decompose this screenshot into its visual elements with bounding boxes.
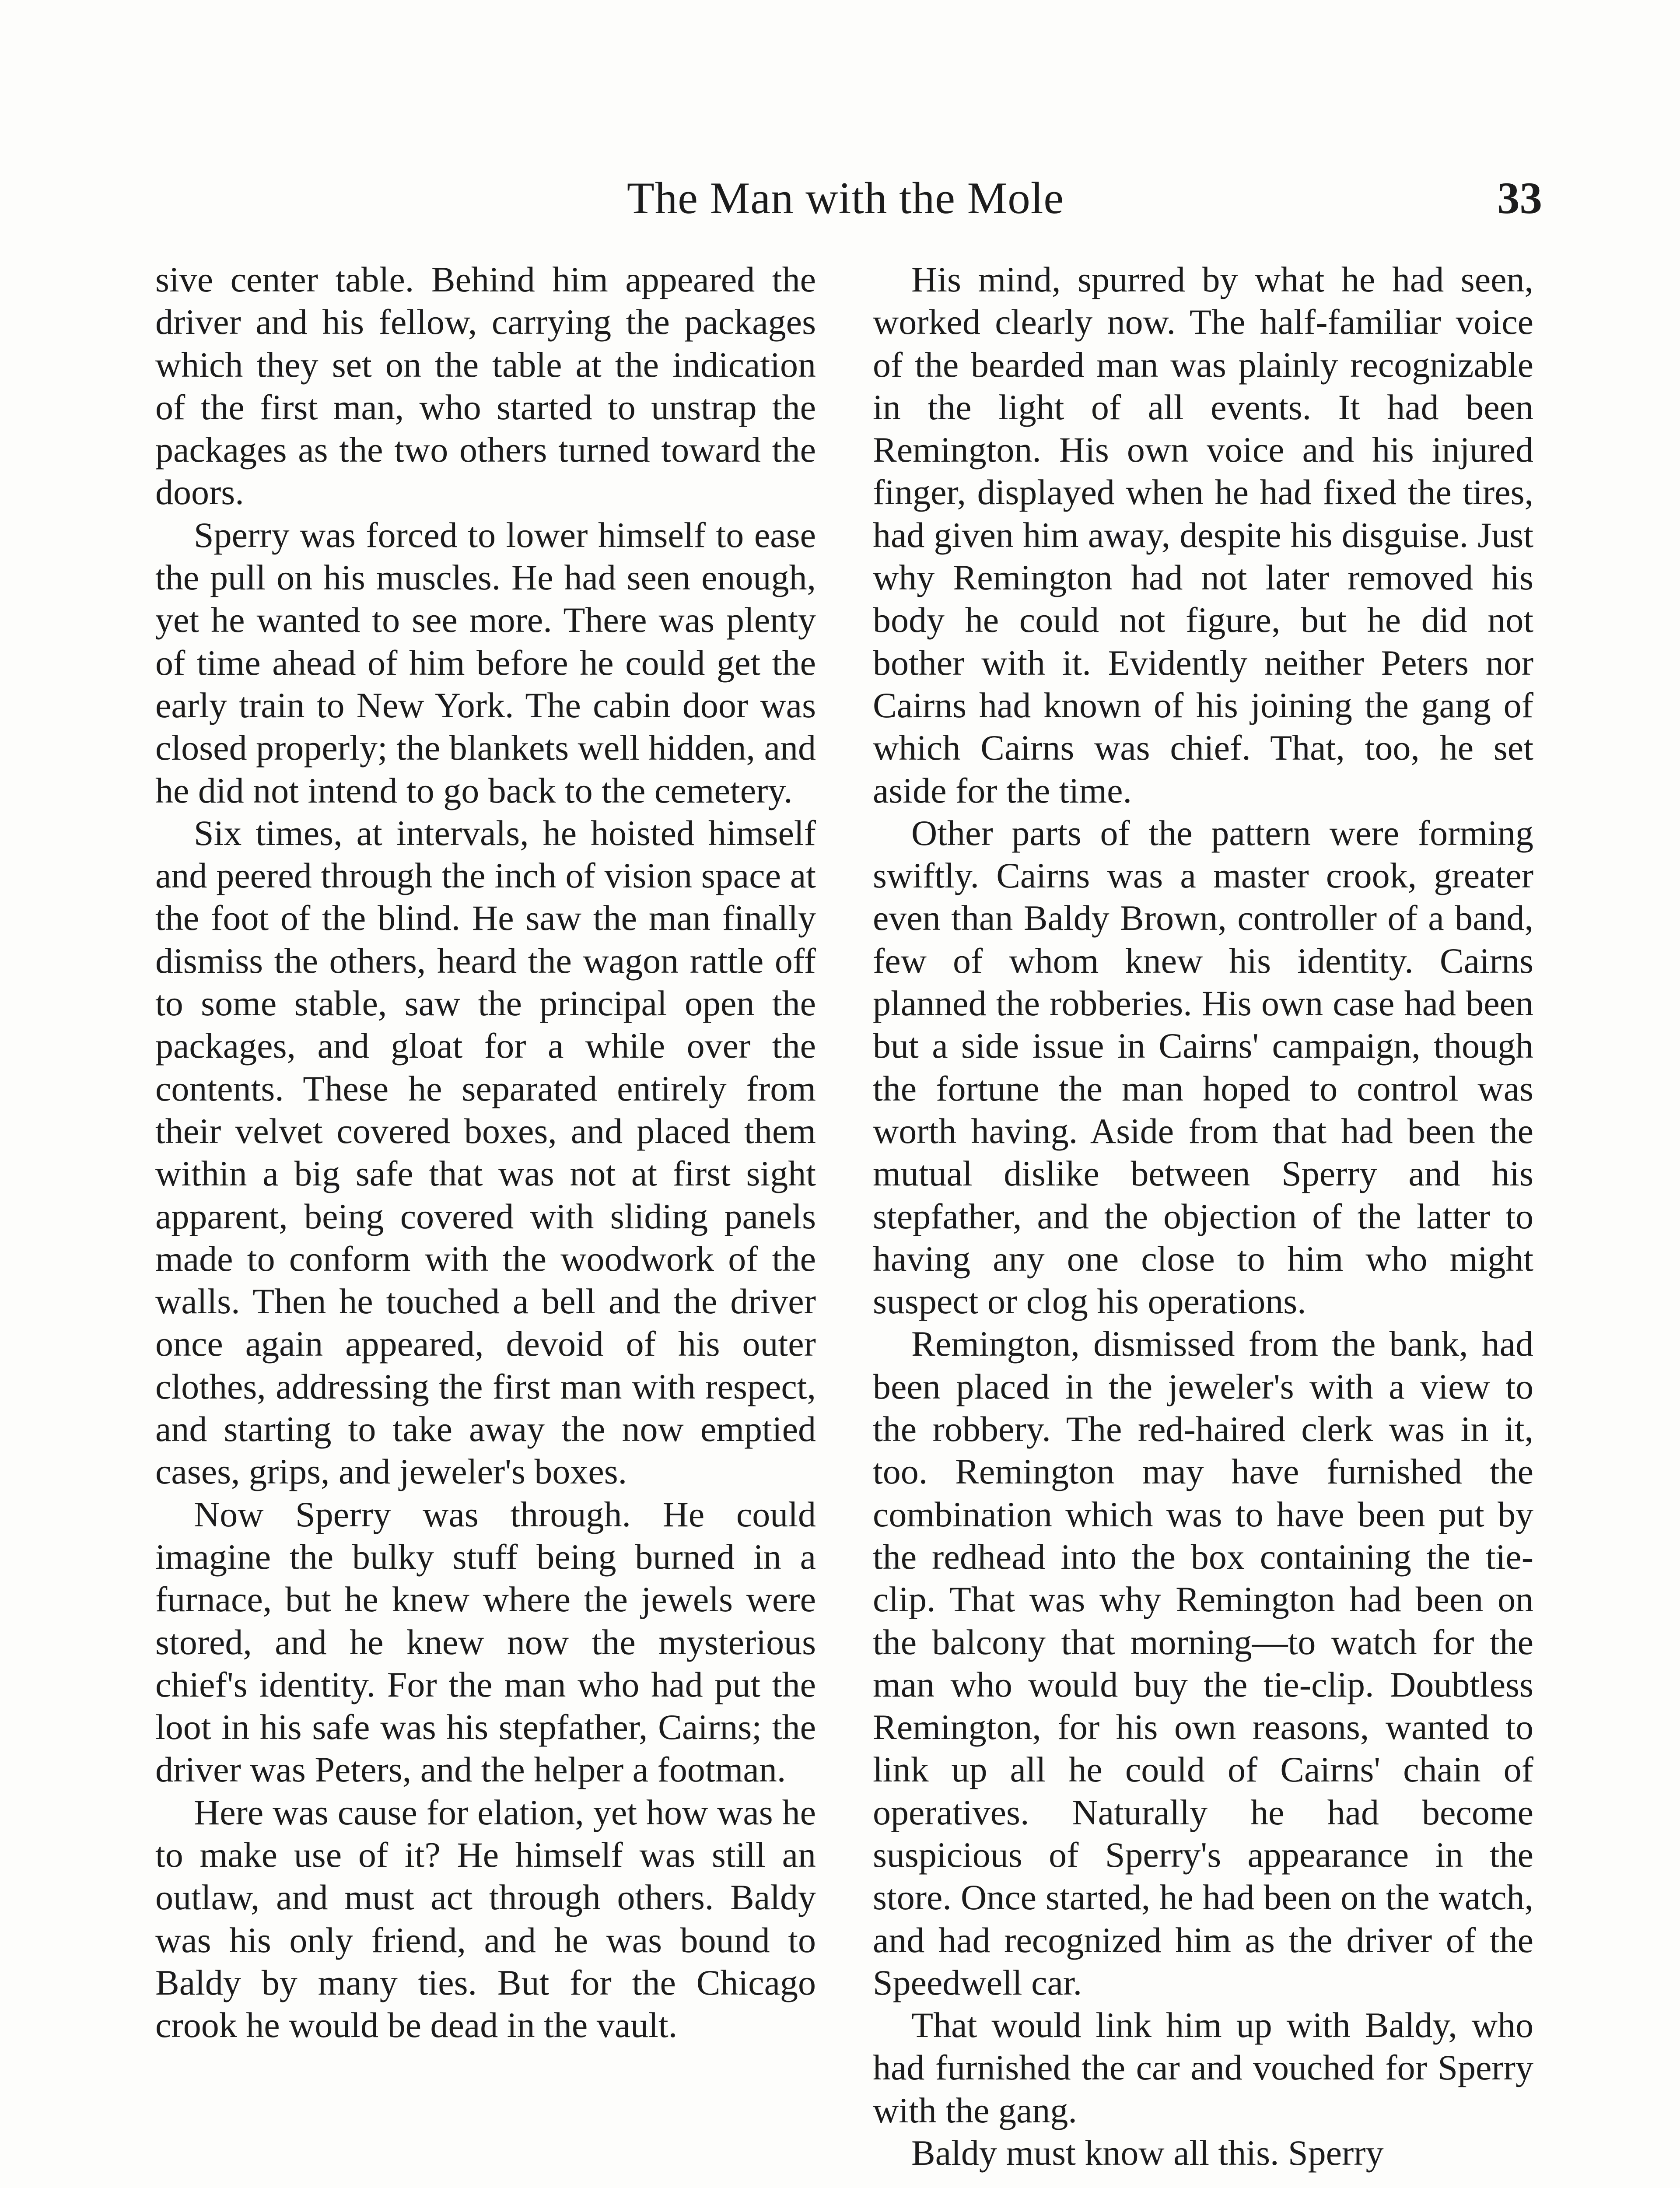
paragraph: Other parts of the pattern were forming swiftly. Cairns was a master crook, greater even than Baldy Brown, controller of a band, few of whom knew his identity. Cairns planned the robberies. His own case had been but a side issue in Cairns' campaign, though the fortune the man hoped to control was worth having. Aside from that had been the mutual dislike between Sperry and his stepfather, and the objection of the latter to having any one close to him who might suspect or clog his operations. bbox=[873, 813, 1533, 1322]
paragraph: His mind, spurred by what he had seen, worked clearly now. The half-familiar voice of the bearded man was plainly recognizable in the light of all events. It had been Remington. His own voice and his injured finger, displayed when he had fixed the tires, had given him away, despite his disguise. Just why Remington had not later removed his body he could not figure, but he did not bother with it. Evidently neither Peters nor Cairns had known of his joining the gang of which Cairns was chief. That, too, he set aside for the time. bbox=[873, 259, 1533, 810]
paragraph: That would link him up with Baldy, who had furnished the car and vouched for Sperry with the gang. bbox=[873, 2005, 1533, 2130]
paragraph: Now Sperry was through. He could imagine the bulky stuff being burned in a furnace, but he knew where the jewels were stored, and he knew now the mysterious chief's identity. For the man who had put the loot in his safe was his stepfather, Cairns; the driver was Peters, and the helper a footman. bbox=[155, 1494, 816, 1790]
paragraph: Here was cause for elation, yet how was he to make use of it? He himself was still an outlaw, and must act through others. Baldy was his only friend, and he was bound to Baldy by many ties. But for the Chicago crook he would be dead in the vault. bbox=[155, 1792, 816, 2045]
running-title: The Man with the Mole bbox=[626, 173, 1064, 223]
paragraph: Baldy must know all this. Sperry bbox=[911, 2133, 1384, 2173]
running-head bbox=[149, 170, 1542, 227]
paragraph: Six times, at intervals, he hoisted himself and peered through the inch of vision space at the foot of the blind. He saw the man finally dismiss the others, heard the wagon rattle off to some stable, saw the principal open the packages, and gloat for a while over the contents. These he separated entirely from their velvet covered boxes, and placed them within a big safe that was not at first sight apparent, being covered with sliding panels made to conform with the woodwork of the walls. Then he touched a bell and the driver once again appeared, devoid of his outer clothes, addressing the first man with respect, and starting to take away the now emptied cases, grips, and jeweler's boxes. bbox=[155, 813, 816, 1492]
left-column bbox=[155, 258, 816, 2188]
page-number: 33 bbox=[1497, 173, 1542, 223]
paragraph: Remington, dismissed from the bank, had been placed in the jeweler's with a view to the robbery. The red-haired clerk was in it, too. Remington may have furnished the combination which was to have been put by the redhead into the box containing the tie-clip. That was why Remington had been on the balcony that morning—to watch for the man who would buy the tie-clip. Doubtless Remington, for his own reasons, wanted to link up all he could of Cairns' chain of operatives. Naturally he had become suspicious of Sperry's appearance in the store. Once started, he had been on the watch, and had recognized him as the driver of the Speedwell car. bbox=[873, 1324, 1533, 2002]
paragraph: Sperry was forced to lower himself to ease the pull on his muscles. He had seen enough, yet he wanted to see more. There was plenty of time ahead of him before he could get the early train to New York. The cabin door was closed properly; the blankets well hidden, and he did not intend to go back to the cemetery. bbox=[155, 515, 816, 810]
right-column bbox=[873, 258, 1533, 2188]
paragraph: sive center table. Behind him appeared the driver and his fellow, carrying the packages which they set on the table at the indication of the first man, who started to unstrap the packages as the two others turned toward the doors. bbox=[155, 259, 816, 512]
